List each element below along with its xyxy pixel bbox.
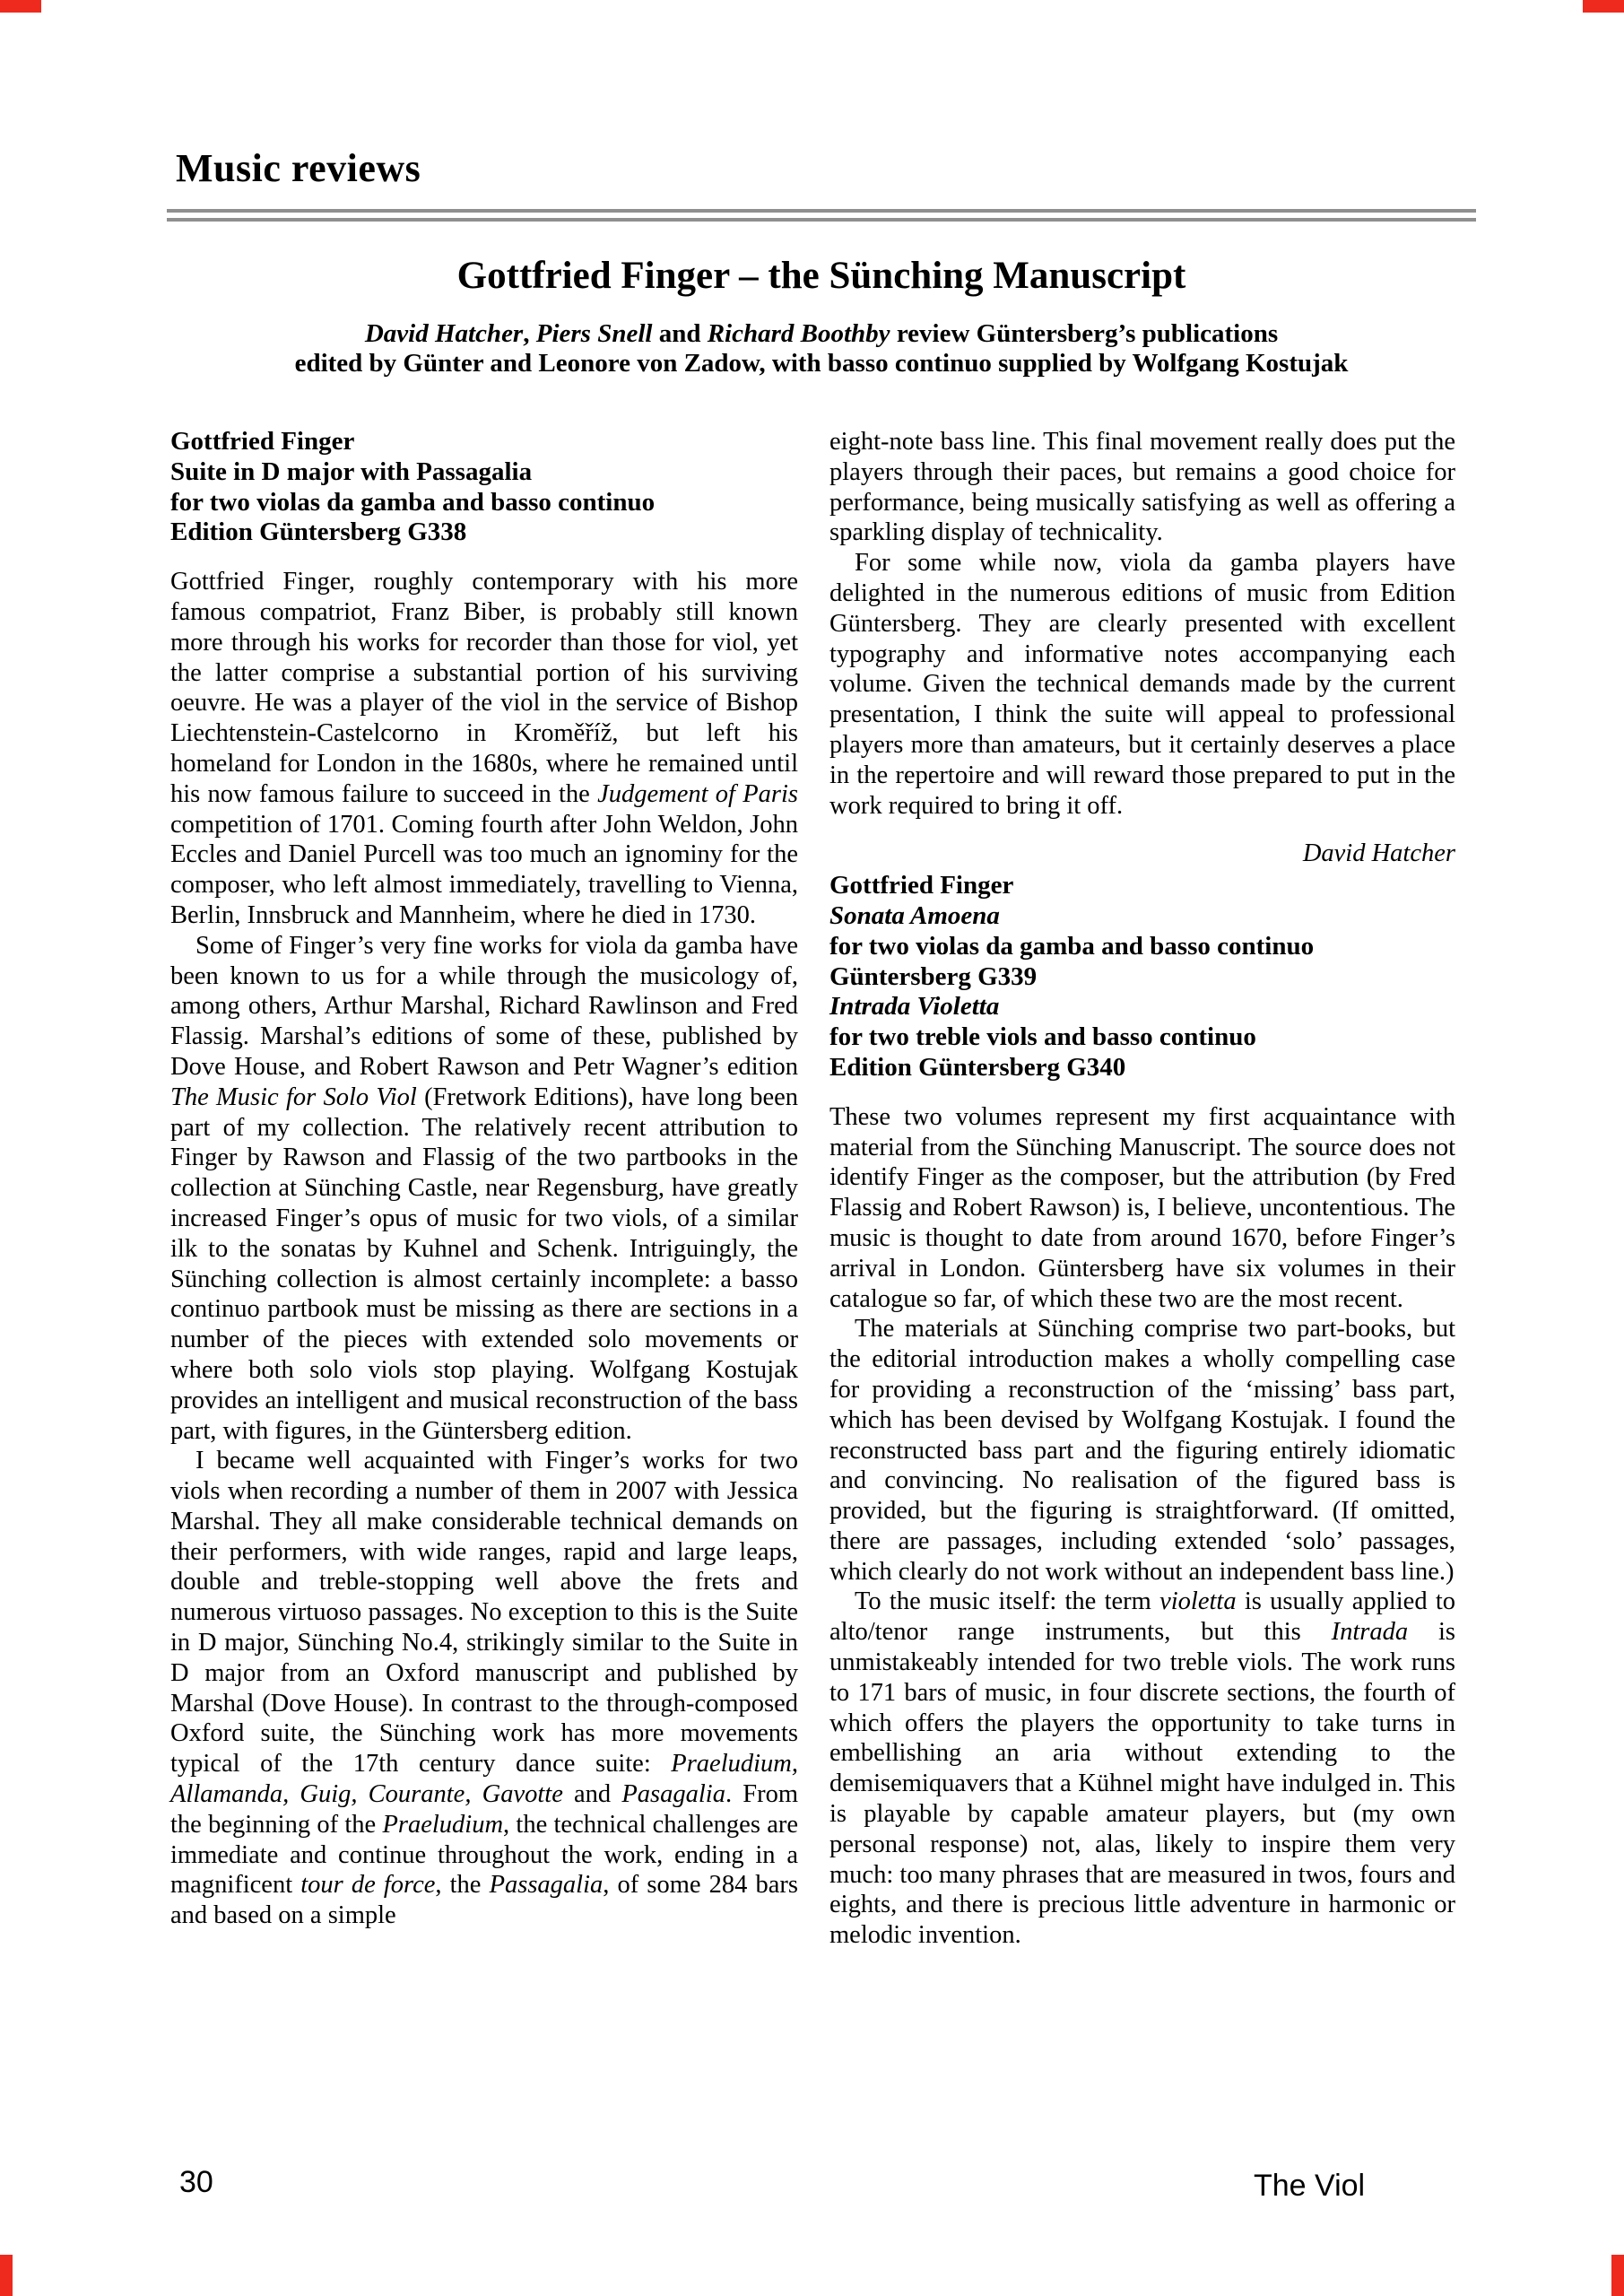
text-run: , of some 284 bars and based on a simple: [170, 1871, 798, 1930]
body-paragraph: [829, 548, 1455, 821]
review-heading: [829, 871, 1455, 1083]
text-run: Passagalia: [489, 1871, 604, 1900]
text-run: These two volumes represent my first acquaintance with material from the Sünching Manuscript. The source does not identify Finger as the composer, but the attribution (by Fred Flassig and Robert Rawson) is, I believe, uncontentious. The music is thought to date from around 1670, before Finger’s arrival in London. Güntersberg have six volumes in their catalogue so far, of which these two are the most recent.: [829, 1102, 1455, 1313]
article-byline: [167, 319, 1476, 378]
review-heading: [170, 427, 798, 548]
text-run: review Güntersberg’s publications: [890, 319, 1279, 348]
byline-line: [167, 319, 1476, 349]
text-run: Some of Finger’s very fine works for viola da gamba have been known to us for a while through the musicology of, among others, Arthur Marshal, Richard Rawlinson and Fred Flassig. Marshal’s editions of some of these, published by Dove House, and Robert Rawson and Petr Wagner’s edition: [170, 931, 798, 1081]
reviewer-signature: [829, 839, 1455, 869]
body-paragraph: [829, 1314, 1455, 1587]
text-run: David Hatcher: [364, 319, 524, 348]
body-paragraph: [829, 1102, 1455, 1315]
text-run: and: [562, 1780, 622, 1809]
text-run: competition of 1701. Coming fourth after John Weldon, John Eccles and Daniel Purcell was too much an ignominy for the composer, who left almost immediately, travelling to Vienna, Berlin, Innsbruck and Mannheim, where he died in 1730.: [170, 810, 798, 929]
text-run: To the music itself: the term: [855, 1587, 1160, 1616]
text-run: edited by Günter and Leonore von Zadow, with basso continuo supplied by Wolfgang Kostujak: [294, 349, 1349, 378]
crop-mark-bottom-right: [1611, 2255, 1624, 2296]
review-heading-line: [829, 932, 1455, 962]
text-run: , the: [435, 1871, 490, 1900]
review-heading-line: [170, 427, 798, 457]
article-title: Gottfried Finger – the Sünching Manuscript: [456, 255, 1186, 297]
review-heading-line: [829, 962, 1455, 993]
page-number: 30: [179, 2165, 213, 2199]
text-run: David Hatcher: [1302, 839, 1455, 868]
text-run: Gottfried Finger, roughly contemporary with his more famous compatriot, Franz Biber, is probably still known more through his works for recorder than those for viol, yet the latter comprise a substantial portion of his surviving oeuvre. He was a player of the viol in the service of Bishop Liechtenstein-Castelcorno in Kroměříž, but left his homeland for London in the 1680s, where he remained until his now famous failure to succeed in the: [170, 568, 798, 808]
review-heading-line: [829, 901, 1455, 932]
column-right: [829, 427, 1455, 1951]
text-run: I became well acquainted with Finger’s works for two viols when recording a number of them in 2007 with Jessica Marshal. They all make considerable technical demands on their performers, with wide ranges, rapid and large leaps, double and treble-stopping well above the frets and numerous virtuoso passages. No exception to this is the Suite in D major, Sünching No.4, strikingly similar to the Suite in D major from an Oxford manuscript and published by Marshal (Dove House). In contrast to the through-composed Oxford suite, the Sünching work has more movements typical of the 17th century dance suite:: [170, 1447, 798, 1779]
review-heading-line: [829, 992, 1455, 1022]
text-run: Gottfried Finger: [170, 427, 355, 456]
text-run: violetta: [1159, 1587, 1237, 1616]
body-paragraph: [170, 1446, 798, 1931]
journal-title: The Viol: [1254, 2169, 1366, 2203]
text-run: for two violas da gamba and basso continuo: [829, 931, 1315, 961]
text-run: Pasagalia: [621, 1780, 725, 1809]
text-run: Praeludium, Allamanda, Guig, Courante, Gavotte: [170, 1750, 798, 1809]
text-run: Sonata Amoena: [829, 900, 1000, 930]
text-run: (Fretwork Editions), have long been part of my collection. The relatively recent attribution to Finger by Rawson and Flassig of the two partbooks in the collection at Sünching Castle, near Regensburg, have greatly increased Finger’s opus of music for two viols, of a similar ilk to the sonatas by Kuhnel and Schenk. Intriguingly, the Sünching collection is almost certainly incomplete: a basso continuo partbook must be missing as there are sections in a number of the pieces with extended solo movements or where both solo viols stop playing. Wolfgang Kostujak provides an intelligent and musical reconstruction of the bass part, with figures, in the Güntersberg edition.: [170, 1083, 799, 1445]
review-heading-line: [829, 1053, 1455, 1083]
text-run: The materials at Sünching comprise two part-books, but the editorial introduction makes a wholly compelling case for providing a reconstruction of the ‘missing’ bass part, which has been devised by Wolfgang Kostujak. I found the reconstructed bass part and the figuring entirely idiomatic and convincing. No realisation of the figured bass is provided, but the figuring is straightforward. (If omitted, there are passages, including extended ‘solo’ passages, which clearly do not work without an independent bass line.): [829, 1315, 1455, 1586]
text-run: Edition Güntersberg G340: [829, 1052, 1126, 1082]
crop-mark-top-right: [1583, 0, 1624, 13]
text-run: and: [652, 319, 708, 348]
review-heading-line: [170, 517, 798, 548]
text-run: eight-note bass line. This final movement really does put the players through their paces, but remains a good choice for performance, being musically satisfying as well as offering a sparkling display of technicality.: [829, 428, 1455, 547]
text-run: Praeludium: [382, 1810, 504, 1839]
byline-line: [167, 349, 1476, 378]
text-run: Intrada Violetta: [829, 992, 1000, 1022]
crop-mark-bottom-left: [0, 2255, 13, 2296]
text-run: , the technical challenges are immediate and continue throughout the work, ending in a magnificent: [170, 1810, 798, 1900]
text-run: Güntersberg G339: [829, 961, 1038, 991]
header-double-rule: [167, 209, 1476, 222]
text-run: . From the beginning of the: [170, 1780, 799, 1839]
review-heading-line: [170, 457, 798, 488]
review-heading-line: [829, 871, 1455, 901]
body-paragraph: [170, 567, 798, 931]
text-run: Suite in D major with Passagalia: [170, 457, 533, 486]
section-title: Music reviews: [176, 146, 421, 190]
text-run: For some while now, viola da gamba players have delighted in the numerous editions of music from Edition Güntersberg. They are clearly presented with excellent typography and informative notes accompanying each volume. Given the technical demands made by the current presentation, I think the suite will appeal to professional players more than amateurs, but it certainly deserves a place in the repertoire and will reward those prepared to put in the work required to bring it off.: [829, 549, 1455, 820]
text-run: tour de force: [300, 1871, 436, 1900]
column-left: [170, 427, 798, 1931]
body-paragraph: [829, 1587, 1455, 1951]
text-run: Richard Boothby: [707, 319, 890, 348]
body-paragraph: [170, 931, 798, 1447]
text-run: ,: [523, 319, 536, 348]
body-paragraph: [829, 427, 1455, 548]
text-run: Judgement of Paris: [597, 779, 798, 808]
review-heading-line: [829, 1022, 1455, 1053]
text-run: is unmistakeably intended for two treble viols. The work runs to 171 bars of music, in four discrete sections, the fourth of which offers the players the opportunity to take turns in embellishing an aria without extending to the demisemiquavers that a Kühnel might have indulged in. This is playable by capable amateur players, but (my own personal response) not, alas, likely to inspire them very much: too many phrases that are measured in twos, fours and eights, and there is precious little adventure in harmonic or melodic invention.: [829, 1618, 1455, 1950]
text-run: for two violas da gamba and basso continuo: [170, 487, 656, 517]
text-run: is usually applied to alto/tenor range instruments, but this: [829, 1587, 1456, 1647]
crop-mark-top-left: [0, 0, 41, 13]
text-run: Piers Snell: [535, 319, 653, 348]
text-run: Intrada: [1331, 1618, 1409, 1647]
text-run: The Music for Solo Viol: [170, 1083, 417, 1111]
text-run: Edition Güntersberg G338: [170, 517, 467, 547]
text-run: for two treble viols and basso continuo: [829, 1022, 1256, 1052]
text-run: Gottfried Finger: [829, 871, 1014, 900]
review-heading-line: [170, 488, 798, 518]
